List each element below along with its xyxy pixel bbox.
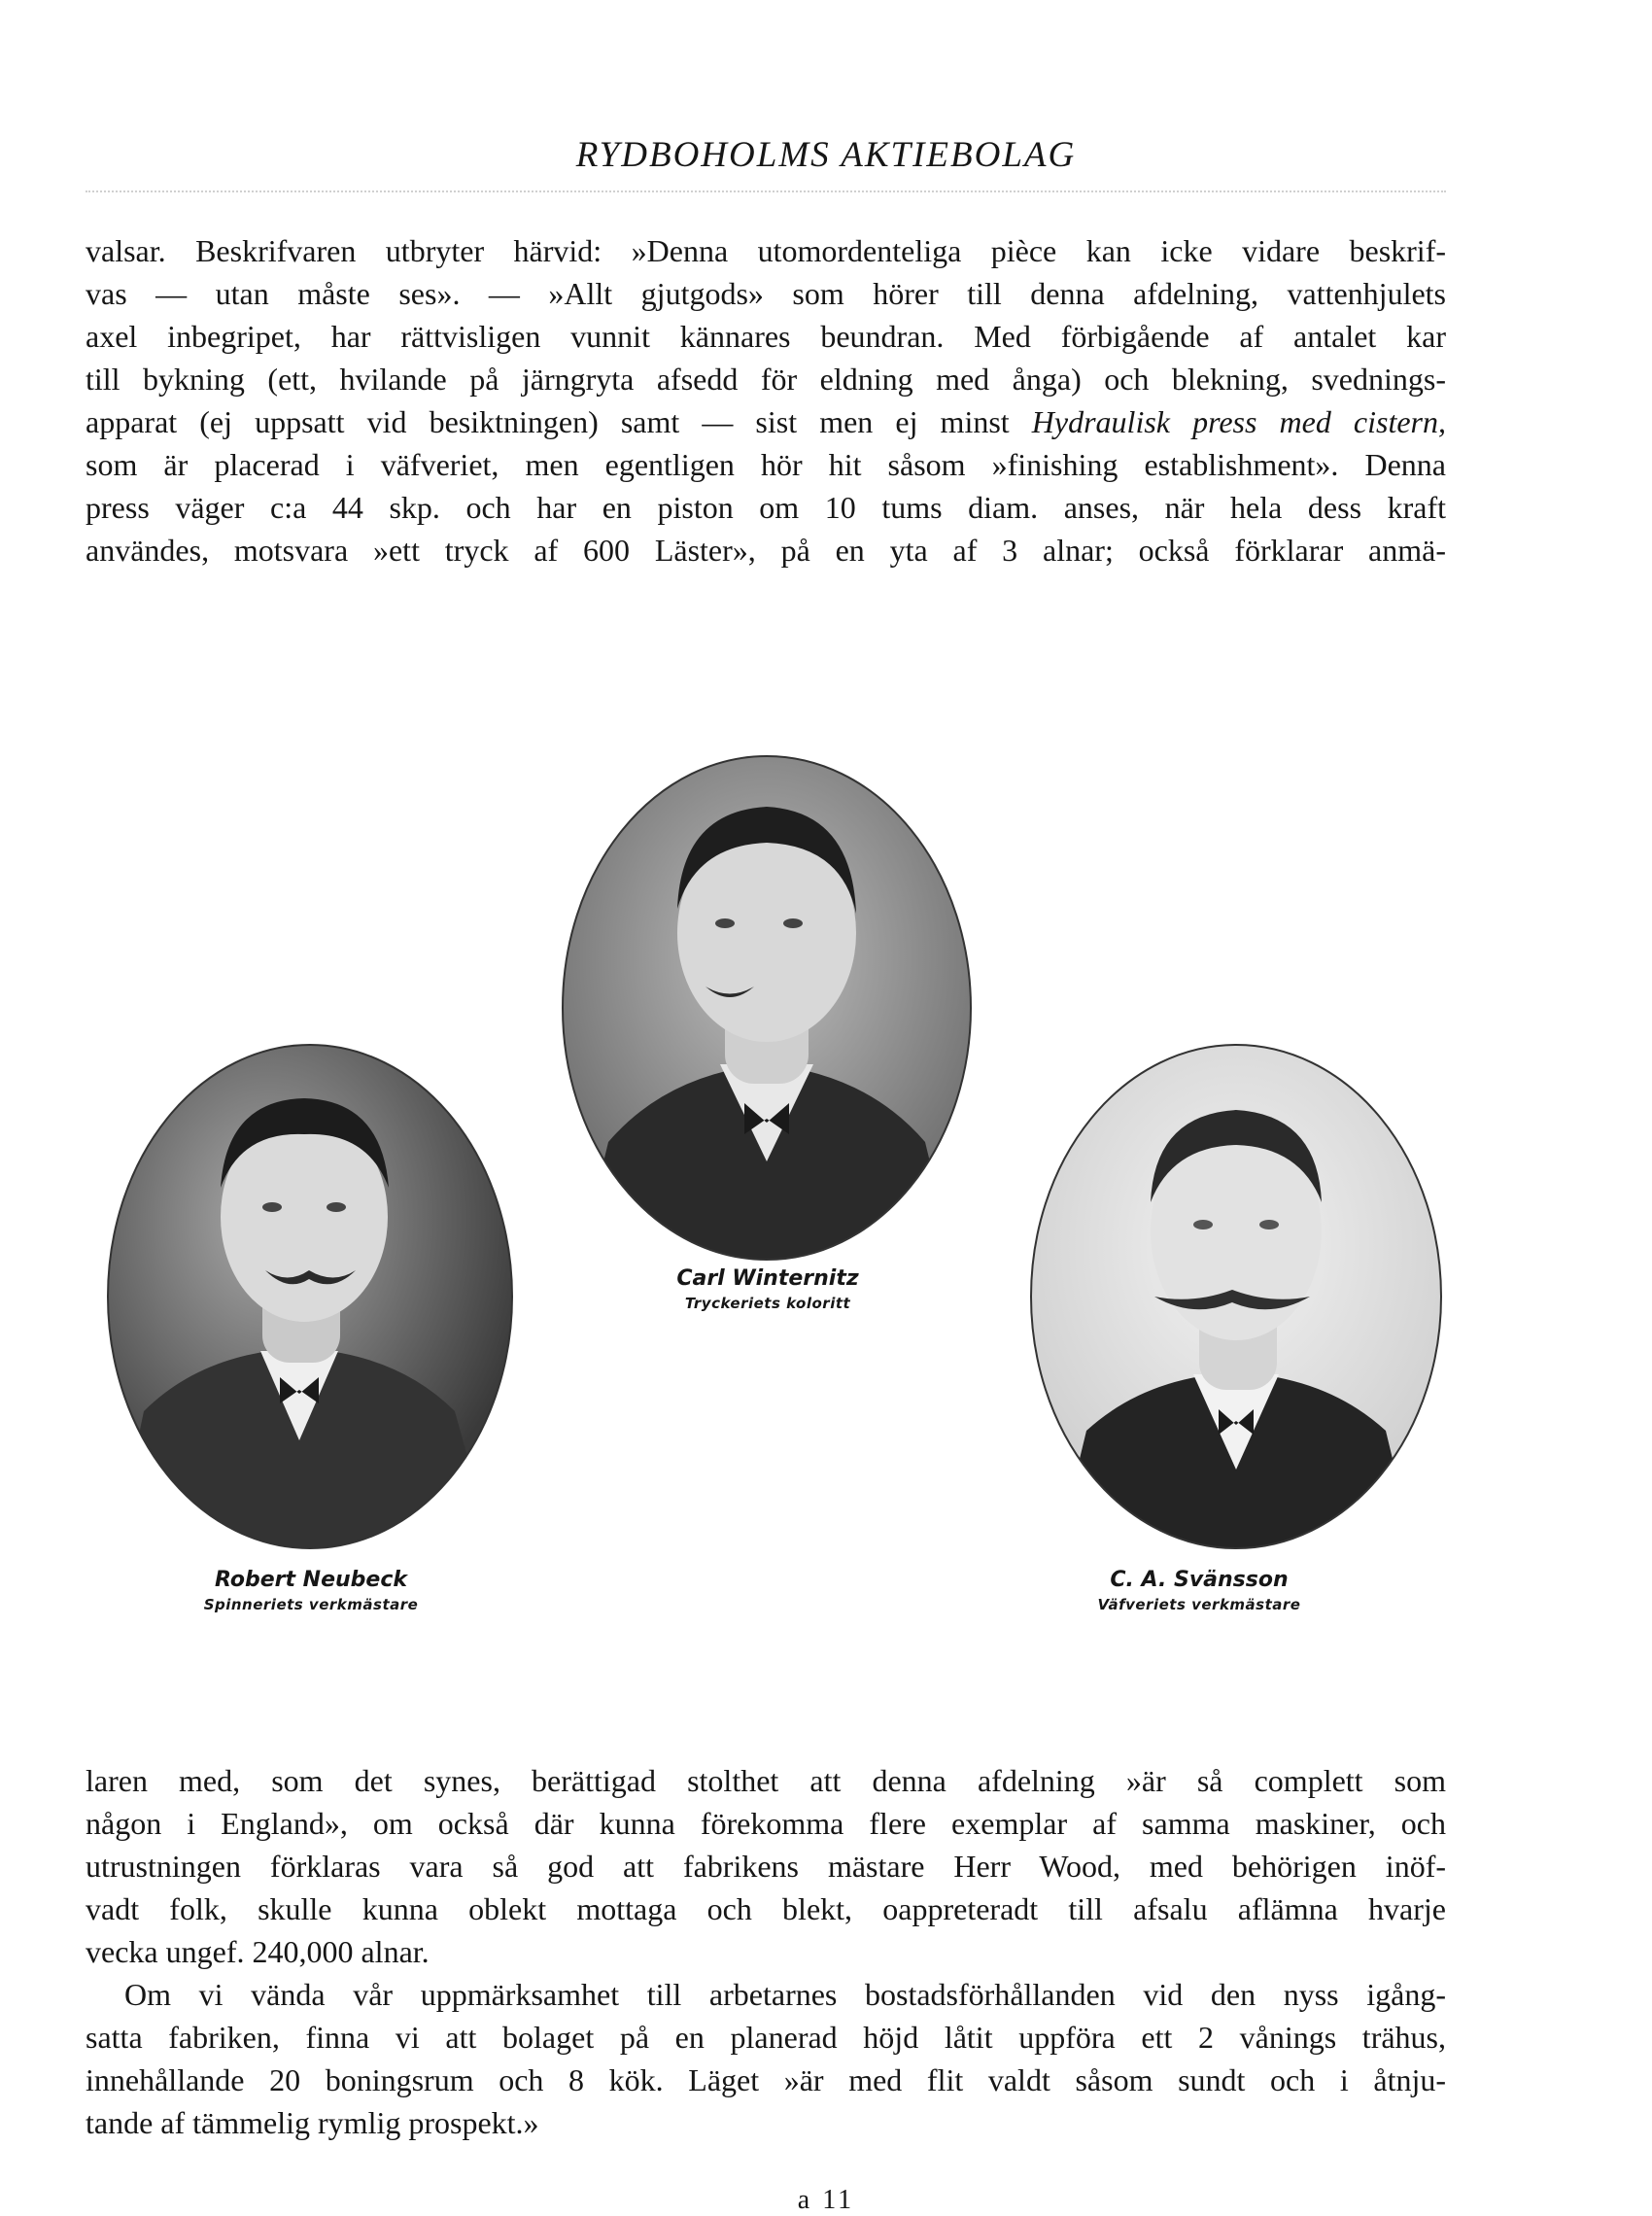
italic-phrase: Hydraulisk press med cistern, — [1031, 404, 1446, 439]
portrait-role: Spinneriets verkmästare — [203, 1596, 419, 1613]
text-line: valsar. Beskrifvaren utbryter härvid: »Denna utomordenteliga pièce kan icke vidare beskrif- — [86, 233, 1446, 268]
caption-carl-winternitz — [622, 1265, 913, 1314]
portrait-carl-winternitz — [560, 753, 974, 1263]
text-line: laren med, som det synes, berättigad stolthet att denna afdelning »är så complett som — [86, 1763, 1446, 1798]
text-line: användes, motsvara »ett tryck af 600 Läster», på en yta af 3 alnar; också förklarar anmä- — [86, 533, 1446, 568]
header-rule — [86, 190, 1446, 193]
portrait-name: Carl Winternitz — [676, 1266, 859, 1291]
portrait-c-a-svansson — [1028, 1042, 1444, 1551]
paragraph-bottom — [86, 1759, 1446, 2144]
text-line-with-italic — [86, 400, 1446, 443]
paragraph-top — [86, 229, 1446, 571]
portrait-photo — [1028, 1042, 1444, 1551]
portrait-role: Väfveriets verkmästare — [1097, 1596, 1301, 1613]
portrait-robert-neubeck — [105, 1042, 515, 1551]
text-line: tande af tämmelig rymlig prospekt.» — [86, 2105, 539, 2140]
text-line: press väger c:a 44 skp. och har en piston om 10 tums diam. anses, när hela dess kraft — [86, 490, 1446, 525]
text-line: vecka ungef. 240,000 alnar. — [86, 1934, 430, 1969]
text-segment: apparat (ej uppsatt vid besiktningen) samt — sist men ej minst — [86, 404, 1010, 439]
portrait-photo — [105, 1042, 515, 1551]
portrait-role: Tryckeriets koloritt — [684, 1295, 851, 1312]
page-folio: a 11 — [797, 2185, 855, 2215]
text-line: axel inbegripet, har rättvisligen vunnit kännares beundran. Med förbigående af antalet kar — [86, 319, 1446, 354]
text-line: till bykning (ett, hvilande på järngryta afsedd för eldning med ånga) och blekning, svednings- — [86, 362, 1446, 397]
text-line: vadt folk, skulle kunna oblekt mottaga och blekt, oappreteradt till afsalu aflämna hvarje — [86, 1891, 1446, 1926]
portrait-photo — [560, 753, 974, 1263]
text-line: Om vi vända vår uppmärksamhet till arbetarnes bostadsförhållanden vid den nyss igång- — [124, 1977, 1446, 2012]
text-line: utrustningen förklaras vara så god att fabrikens mästare Herr Wood, med behörigen inöf- — [86, 1849, 1446, 1884]
text-line: innehållande 20 boningsrum och 8 kök. Läget »är med flit valdt såsom sundt och i åtnju- — [86, 2062, 1446, 2097]
text-line: satta fabriken, finna vi att bolaget på en planerad höjd låtit uppföra ett 2 vånings trähus, — [86, 2020, 1446, 2055]
running-header: RYDBOHOLMS AKTIEBOLAG — [575, 135, 1077, 175]
text-line: som är placerad i väfveriet, men egentligen hör hit såsom »finishing establishment». Denna — [86, 447, 1446, 482]
portrait-name: Robert Neubeck — [215, 1568, 407, 1592]
text-line: vas — utan måste ses». — »Allt gjutgods» som hörer till denna afdelning, vattenhjulets — [86, 276, 1446, 311]
caption-c-a-svansson — [1053, 1567, 1345, 1615]
caption-robert-neubeck — [165, 1567, 457, 1615]
portrait-name: C. A. Svänsson — [1110, 1568, 1289, 1592]
text-line: någon i England», om också där kunna förekomma flere exemplar af samma maskiner, och — [86, 1806, 1446, 1841]
